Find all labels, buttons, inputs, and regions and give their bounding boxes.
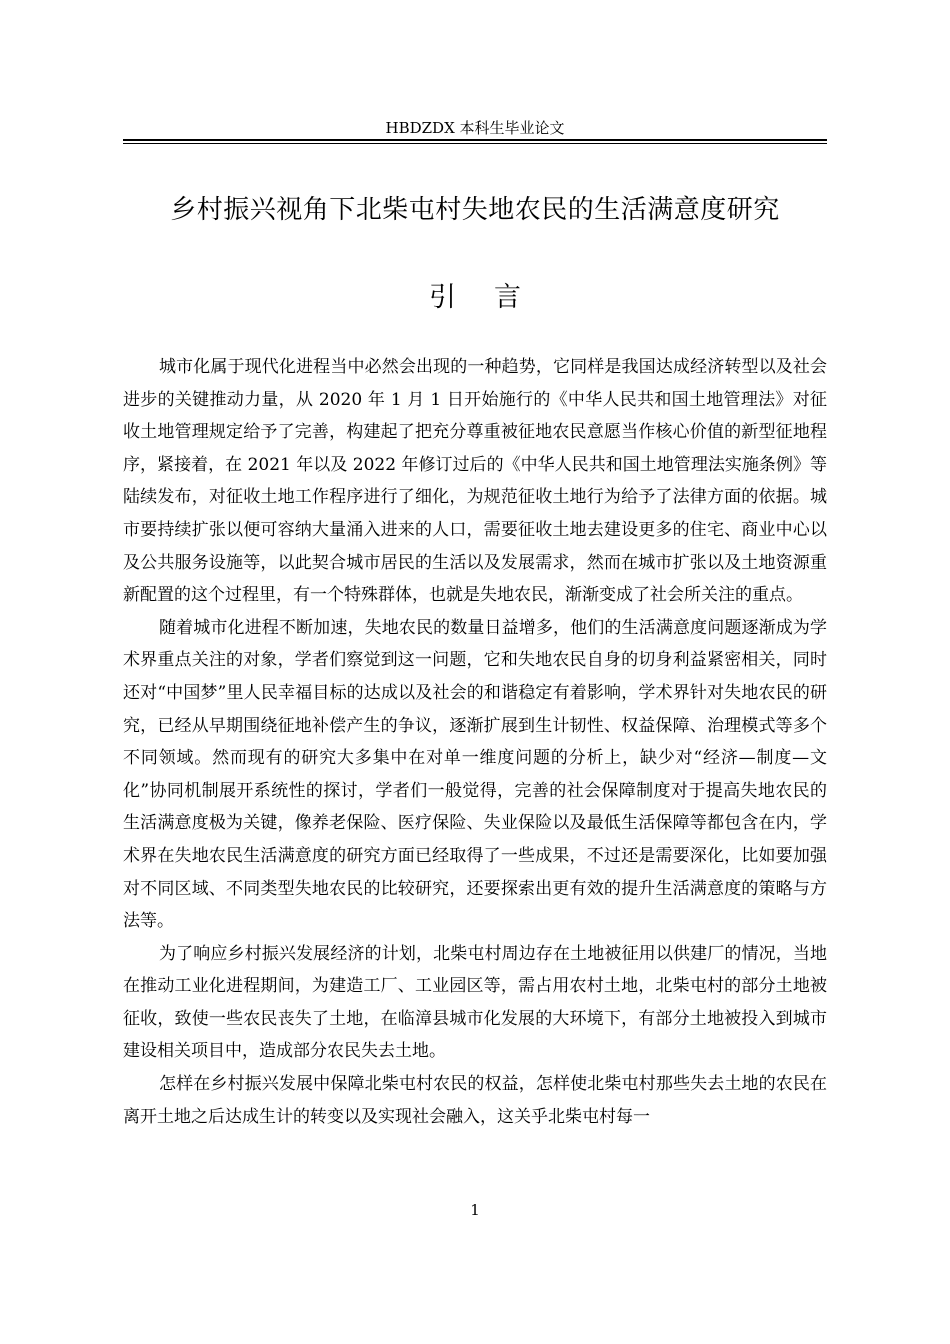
paragraph: 怎样在乡村振兴发展中保障北柴屯村农民的权益，怎样使北柴屯村那些失去土地的农民在离开土地之后达成生计的转变以及实现社会融入，这关乎北柴屯村每一 — [123, 1074, 827, 1127]
paragraph: 随着城市化进程不断加速，失地农民的数量日益增多，他们的生活满意度问题逐渐成为学术界重点关注的对象，学者们察觉到这一问题，它和失地农民自身的切身利益紧密相关，同时还对“中国梦”里人民幸福目标的达成以及社会的和谐稳定有着影响，学术界针对失地农民的研究，已经从早期围绕征地补偿产生的争议，逐渐扩展到生计韧性、权益保障、治理模式等多个不同领域。然而现有的研究大多集中在对单一维度问题的分析上，缺少对“经济—制度—文化”协同机制展开系统性的探讨，学者们一般觉得，完善的社会保障制度对于提高失地农民的生活满意度极为关键，像养老保险、医疗保险、失业保险以及最低生活保障等都包含在内，学术界在失地农民生活满意度的研究方面已经取得了一些成果，不过还是需要深化，比如要加强对不同区域、不同类型失地农民的比较研究，还要探索出更有效的提升生活满意度的策略与方法等。 — [123, 617, 827, 932]
page-number: 1 — [470, 1201, 480, 1219]
header-rule-thin — [123, 143, 827, 144]
section-heading-char-1: 引 — [429, 282, 456, 313]
paragraph: 为了响应乡村振兴发展经济的计划，北柴屯村周边存在土地被征用以供建厂的情况，当地在推动工业化进程期间，为建造工厂、工业园区等，需占用农村土地，北柴屯村的部分土地被征收，致使一些农民丧失了土地，在临漳县城市化发展的大环境下，有部分土地被投入到城市建设相关项目中，造成部分农民失去土地。 — [123, 943, 827, 1062]
section-heading — [123, 278, 827, 318]
paragraph: 城市化属于现代化进程当中必然会出现的一种趋势，它同样是我国达成经济转型以及社会进步的关键推动力量，从 2020 年 1 月 1 日开始施行的《中华人民共和国土地管理法》对征收土地管理规定给予了完善，构建起了把充分尊重被征地农民意愿当作核心价值的新型征地程序，紧接着，在 2021 年以及 2022 年修订过后的《中华人民共和国土地管理法实施条例》等陆续发布，对征收土地工作程序进行了细化，为规范征收土地行为给予了法律方面的依据。城市要持续扩张以便可容纳大量涌入进来的人口，需要征收土地去建设更多的住宅、商业中心以及公共服务设施等，以此契合城市居民的生活以及发展需求，然而在城市扩张以及土地资源重新配置的这个过程里，有一个特殊群体，也就是失地农民，渐渐变成了社会所关注的重点。 — [123, 357, 827, 606]
running-header: HBDZDX 本科生毕业论文 — [385, 119, 565, 137]
page-title: 乡村振兴视角下北柴屯村失地农民的生活满意度研究 — [170, 195, 780, 225]
header-rule — [123, 139, 827, 141]
body-text — [123, 351, 827, 1133]
section-heading-char-2: 言 — [494, 282, 521, 313]
